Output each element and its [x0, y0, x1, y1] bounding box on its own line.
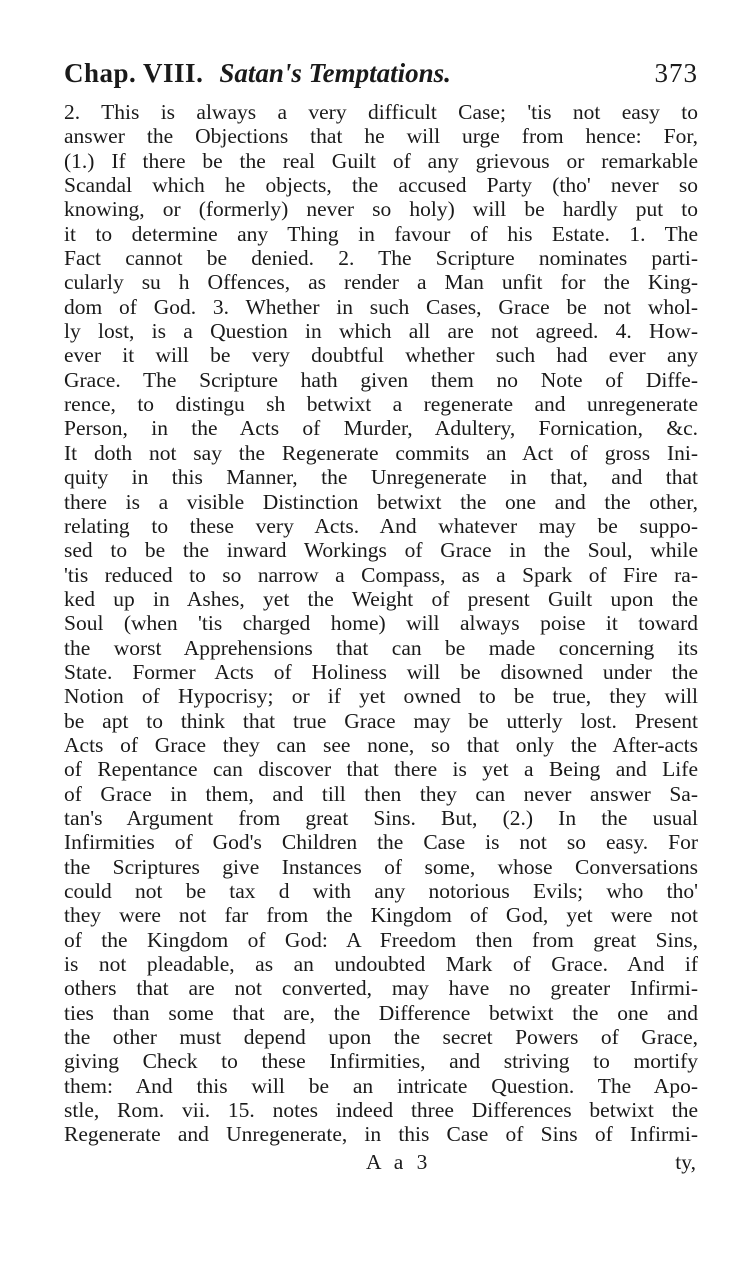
- text-line: is not pleadable, as an undoubted Mark of Grace. And if: [64, 952, 698, 977]
- text-line: quity in this Manner, the Unregenerate in that, and that: [64, 465, 698, 490]
- text-line: stle, Rom. vii. 15. notes indeed three Differences betwixt the: [64, 1098, 698, 1123]
- text-line: Regenerate and Unregenerate, in this Case of Sins of Infirmi-: [64, 1122, 698, 1147]
- text-line: the worst Apprehensions that can be made concerning its: [64, 635, 698, 660]
- text-line: dom of God. 3. Whether in such Cases, Grace be not whol-: [64, 294, 698, 319]
- text-line: others that are not converted, may have no greater Infirmi-: [64, 976, 698, 1001]
- text-line: it to determine any Thing in favour of his Estate. 1. The: [64, 221, 698, 246]
- text-line: ever it will be very doubtful whether such had ever any: [64, 343, 698, 368]
- text-line: knowing, or (formerly) never so holy) will be hardly put to: [64, 197, 698, 222]
- text-line: ly lost, is a Question in which all are not agreed. 4. How-: [64, 319, 698, 344]
- text-line: (1.) If there be the real Guilt of any grievous or remarkable: [64, 148, 698, 173]
- text-line: cularly su h Offences, as render a Man unfit for the King-: [64, 270, 698, 295]
- text-line: Grace. The Scripture hath given them no Note of Diffe-: [64, 367, 698, 392]
- text-line: ked up in Ashes, yet the Weight of present Guilt upon the: [64, 586, 698, 611]
- text-line: them: And this will be an intricate Question. The Apo-: [64, 1073, 698, 1098]
- text-line: Fact cannot be denied. 2. The Scripture nominates parti-: [64, 246, 698, 271]
- text-line: relating to these very Acts. And whatever may be suppo-: [64, 513, 698, 538]
- text-line: sed to be the inward Workings of Grace in the Soul, while: [64, 538, 698, 563]
- text-line: of the Kingdom of God: A Freedom then from great Sins,: [64, 927, 698, 952]
- text-line: Scandal which he objects, the accused Party (tho' never so: [64, 173, 698, 198]
- text-line: they were not far from the Kingdom of God, yet were not: [64, 903, 698, 928]
- text-line: answer the Objections that he will urge from hence: For,: [64, 124, 698, 149]
- text-line: Soul (when 'tis charged home) will always poise it toward: [64, 611, 698, 636]
- text-line: of Repentance can discover that there is yet a Being and Life: [64, 757, 698, 782]
- body-text: [64, 100, 698, 1147]
- text-line: State. Former Acts of Holiness will be disowned under the: [64, 659, 698, 684]
- running-head: [64, 58, 698, 98]
- text-line: Notion of Hypocrisy; or if yet owned to be true, they will: [64, 684, 698, 709]
- running-title: Satan's Temptations.: [219, 58, 451, 88]
- text-line: It doth not say the Regenerate commits an Act of gross Ini-: [64, 440, 698, 465]
- text-line: Infirmities of God's Children the Case is not so easy. For: [64, 830, 698, 855]
- text-line: Person, in the Acts of Murder, Adultery, Fornication, &c.: [64, 416, 698, 441]
- text-line: there is a visible Distinction betwixt the one and the other,: [64, 489, 698, 514]
- chapter-label: Chap. VIII.: [64, 58, 204, 88]
- text-line: rence, to distingu sh betwixt a regenerate and unregenerate: [64, 392, 698, 417]
- text-line: 'tis reduced to so narrow a Compass, as a Spark of Fire ra-: [64, 562, 698, 587]
- catchword: ty,: [675, 1149, 696, 1174]
- page-footer: [64, 1149, 698, 1175]
- text-line: could not be tax d with any notorious Evils; who tho': [64, 879, 698, 903]
- text-line: Acts of Grace they can see none, so that only the After-acts: [64, 732, 698, 757]
- text-line: giving Check to these Infirmities, and striving to mortify: [64, 1049, 698, 1074]
- text-line: be apt to think that true Grace may be utterly lost. Present: [64, 708, 698, 733]
- signature-mark: A a 3: [366, 1149, 432, 1174]
- text-line: of Grace in them, and till then they can never answer Sa-: [64, 781, 698, 806]
- text-line: ties than some that are, the Difference betwixt the one and: [64, 1000, 698, 1025]
- text-line: tan's Argument from great Sins. But, (2.) In the usual: [64, 805, 698, 830]
- text-line: the Scriptures give Instances of some, whose Conversations: [64, 854, 698, 879]
- text-line: the other must depend upon the secret Powers of Grace,: [64, 1025, 698, 1050]
- page-number: 373: [654, 58, 698, 88]
- text-line: 2. This is always a very difficult Case; 'tis not easy to: [64, 100, 698, 124]
